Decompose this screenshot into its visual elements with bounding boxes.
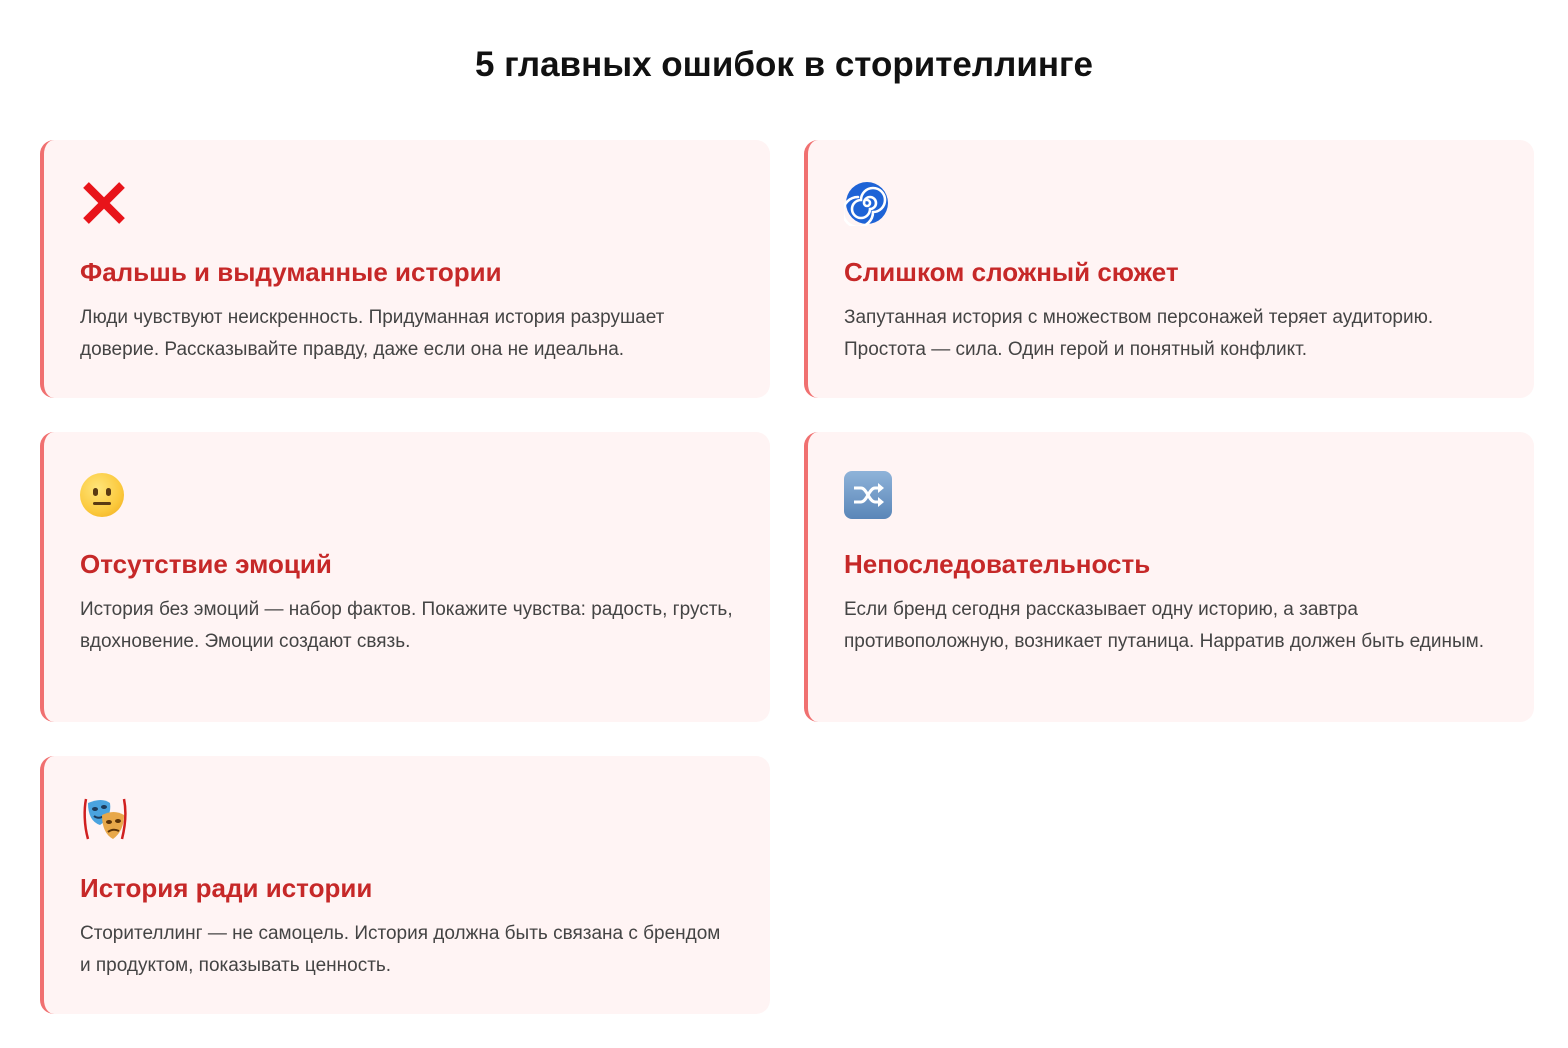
card-title: История ради истории (80, 873, 373, 903)
card-title: Фальшь и выдуманные истории (80, 257, 502, 287)
card-text: Если бренд сегодня рассказывает одну историю, а завтра противоположную, возникает путаница. Нарратив должен быть единым. (844, 599, 1484, 652)
cross-mark-icon (80, 178, 130, 228)
shuffle-icon (844, 470, 894, 520)
card-title: Непоследовательность (844, 549, 1151, 579)
neutral-face-icon (80, 470, 130, 520)
card-text: Сторителлинг — не самоцель. История должна быть связана с брендом и продуктом, показывать ценность. (80, 923, 721, 976)
card-text: Люди чувствуют неискренность. Придуманная история разрушает доверие. Рассказывайте правду, даже если она не идеальна. (80, 307, 665, 360)
card-text: Запутанная история с множеством персонажей теряет аудиторию. Простота — сила. Один герой и понятный конфликт. (844, 307, 1434, 360)
card-title: Слишком сложный сюжет (844, 257, 1179, 287)
mistake-card (40, 756, 770, 1014)
theater-masks-icon (80, 794, 130, 844)
card-text: История без эмоций — набор фактов. Покажите чувства: радость, грусть, вдохновение. Эмоции создают связь. (80, 599, 733, 652)
mistakes-grid (40, 140, 1534, 1014)
cyclone-icon (844, 178, 894, 228)
page-title: 5 главных ошибок в сторителлинге (474, 45, 1094, 84)
mistake-card (804, 432, 1534, 722)
card-title: Отсутствие эмоций (80, 549, 332, 579)
mistake-card (804, 140, 1534, 398)
mistake-card (40, 140, 770, 398)
mistake-card (40, 432, 770, 722)
